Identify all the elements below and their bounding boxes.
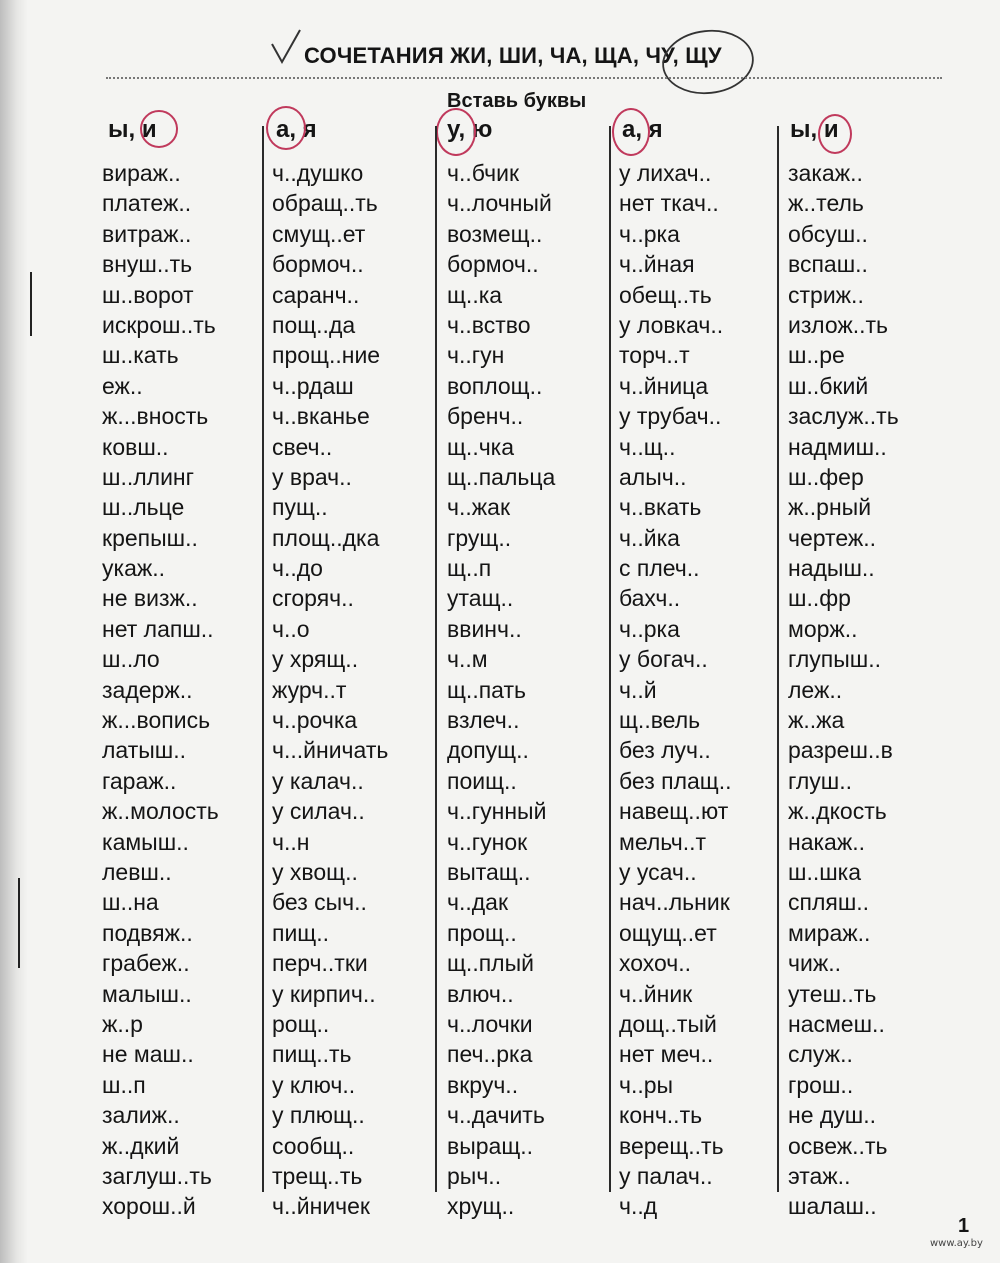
exercise-word: шалаш.. [788, 1193, 877, 1220]
exercise-word: ч..гунок [447, 828, 528, 855]
exercise-word: левш.. [102, 858, 172, 885]
exercise-word: у силач.. [272, 798, 365, 825]
exercise-word: вираж.. [102, 160, 181, 186]
exercise-word: у врач.. [272, 463, 352, 490]
exercise-word: ч..дак [447, 889, 509, 916]
exercise-word: щ..пальца [447, 463, 556, 490]
exercise-word: служ.. [788, 1041, 853, 1068]
exercise-word: без сыч.. [272, 889, 367, 916]
exercise-word: ш..фр [788, 585, 851, 612]
exercise-word: ч..рдаш [272, 372, 354, 399]
exercise-word: крепыш.. [102, 524, 198, 551]
column-header: а, я [276, 116, 317, 143]
exercise-word: у лихач.. [619, 160, 712, 186]
exercise-word: обсуш.. [788, 220, 868, 247]
exercise-word: обещ..ть [619, 281, 712, 308]
exercise-word: прощ.. [447, 919, 517, 946]
exercise-word: ж...вопись [102, 707, 211, 734]
exercise-word: бормоч.. [272, 251, 364, 278]
exercise-word: печ..рка [447, 1041, 533, 1068]
exercise-word: глуш.. [788, 767, 853, 794]
word-column [788, 158, 958, 1222]
exercise-word: ш..шка [788, 858, 862, 885]
exercise-word: ввинч.. [447, 615, 522, 642]
exercise-word: ч..рка [619, 220, 680, 247]
exercise-word: ч..йничек [272, 1193, 370, 1220]
exercise-word: торч..т [619, 342, 690, 369]
exercise-word: ч..йная [619, 251, 695, 278]
exercise-word: смущ..ет [272, 220, 366, 247]
exercise-word: свеч.. [272, 433, 333, 460]
exercise-word: ч..й [619, 676, 657, 703]
exercise-word: заглуш..ть [102, 1162, 212, 1189]
watermark: www.ay.by [930, 1238, 983, 1249]
word-column [272, 158, 442, 1222]
exercise-word: с плеч.. [619, 555, 700, 582]
exercise-word: ч..йка [619, 524, 680, 551]
exercise-word: щ..ка [447, 281, 503, 308]
exercise-word: навещ..ют [619, 798, 729, 825]
exercise-word: внуш..ть [102, 251, 193, 278]
exercise-word: ч..щ.. [619, 433, 676, 460]
exercise-word: ч..гун [447, 342, 505, 369]
exercise-word: обращ..ть [272, 190, 378, 217]
exercise-word: перч..тки [272, 950, 368, 977]
exercise-word: пощ..да [272, 311, 356, 338]
exercise-word: не маш.. [102, 1041, 194, 1068]
exercise-word: мираж.. [788, 919, 871, 946]
exercise-word: ч..йник [619, 980, 693, 1007]
exercise-word: конч..ть [619, 1102, 703, 1129]
exercise-word: витраж.. [102, 220, 192, 247]
exercise-word: ж...вность [102, 403, 209, 430]
exercise-word: у ключ.. [272, 1071, 356, 1098]
exercise-word: ощущ..ет [619, 919, 717, 946]
exercise-word: щ..вель [619, 707, 701, 734]
handwritten-circle-icon [658, 26, 756, 96]
exercise-word: ж..дкий [102, 1132, 180, 1159]
exercise-word: искрош..ть [102, 311, 216, 338]
exercise-word: ковш.. [102, 433, 169, 460]
exercise-word: ш..ллинг [102, 463, 195, 490]
exercise-word: у трубач.. [619, 403, 722, 430]
exercise-word: надмиш.. [788, 433, 887, 460]
exercise-word: насмеш.. [788, 1010, 885, 1037]
exercise-word: выращ.. [447, 1132, 534, 1159]
exercise-word: задерж.. [102, 676, 193, 703]
exercise-word: ч..душко [272, 160, 364, 186]
exercise-word: дощ..тый [619, 1010, 717, 1037]
exercise-word: ч..йница [619, 372, 709, 399]
exercise-word: у богач.. [619, 646, 708, 673]
exercise-word: ж..рный [788, 494, 872, 521]
exercise-word: подвяж.. [102, 919, 193, 946]
exercise-word: ч..рка [619, 615, 680, 642]
exercise-word: пищ..ть [272, 1041, 352, 1068]
exercise-word: платеж.. [102, 190, 192, 217]
exercise-word: верещ..ть [619, 1132, 724, 1159]
exercise-word: чиж.. [788, 950, 841, 977]
exercise-word: ч..ры [619, 1071, 674, 1098]
exercise-word: малыш.. [102, 980, 192, 1007]
exercise-word: утеш..ть [788, 980, 877, 1007]
exercise-word: утащ.. [447, 585, 514, 612]
exercise-word: хрущ.. [447, 1193, 515, 1220]
exercise-word: не душ.. [788, 1102, 877, 1129]
exercise-word: ч..н [272, 828, 310, 855]
exercise-word: накаж.. [788, 828, 866, 855]
exercise-word: глупыш.. [788, 646, 882, 673]
exercise-word: допущ.. [447, 737, 529, 764]
exercise-word: площ..дка [272, 524, 380, 551]
exercise-word: леж.. [788, 676, 843, 703]
exercise-word: щ..пать [447, 676, 526, 703]
word-column [102, 158, 272, 1222]
exercise-word: надыш.. [788, 555, 875, 582]
exercise-word: бахч.. [619, 585, 681, 612]
exercise-word: хорош..й [102, 1193, 196, 1220]
exercise-word: ч..лочки [447, 1010, 533, 1037]
exercise-word: рощ.. [272, 1010, 330, 1037]
exercise-word: ш..ло [102, 646, 160, 673]
exercise-word: чертеж.. [788, 524, 877, 551]
exercise-word: трещ..ть [272, 1162, 363, 1189]
exercise-word: ш..фер [788, 463, 864, 490]
exercise-word: ч..до [272, 555, 323, 582]
exercise-word: укаж.. [102, 555, 166, 582]
exercise-word: ч..бчик [447, 160, 520, 186]
word-column [447, 158, 617, 1222]
exercise-word: воплощ.. [447, 372, 543, 399]
column-header: ы, и [790, 116, 839, 143]
column-header: а, я [622, 116, 663, 143]
margin-pen-mark [18, 878, 20, 968]
exercise-word: стриж.. [788, 281, 864, 308]
exercise-word: латыш.. [102, 737, 187, 764]
exercise-word: влюч.. [447, 980, 514, 1007]
word-column [619, 158, 789, 1222]
exercise-word: прощ..ние [272, 342, 381, 369]
exercise-word: ч...йничать [272, 737, 389, 764]
exercise-word: у калач.. [272, 767, 364, 794]
exercise-word: щ..п [447, 555, 492, 582]
exercise-word: морж.. [788, 615, 858, 642]
exercise-word: ч..вканье [272, 403, 370, 430]
exercise-word: у усач.. [619, 858, 697, 885]
exercise-word: ж..р [102, 1010, 143, 1037]
exercise-word: закаж.. [788, 160, 863, 186]
exercise-word: у палач.. [619, 1162, 713, 1189]
exercise-word: у кирпич.. [272, 980, 376, 1007]
exercise-word: ш..льце [102, 494, 185, 521]
exercise-word: без плащ.. [619, 767, 732, 794]
exercise-word: ч..м [447, 646, 488, 673]
exercise-word: поищ.. [447, 767, 517, 794]
exercise-word: бренч.. [447, 403, 524, 430]
exercise-word: взлеч.. [447, 707, 520, 734]
margin-pen-mark [30, 272, 32, 336]
exercise-word: вспаш.. [788, 251, 868, 278]
exercise-word: без луч.. [619, 737, 711, 764]
exercise-word: вкруч.. [447, 1071, 519, 1098]
exercise-word: ч..д [619, 1193, 658, 1220]
exercise-word: журч..т [272, 676, 347, 703]
exercise-word: ж..тель [788, 190, 864, 217]
exercise-word: еж.. [102, 372, 143, 399]
exercise-word: ч..гунный [447, 798, 547, 825]
page-title: СОЧЕТАНИЯ ЖИ, ШИ, ЧА, ЩА, ЧУ, ЩУ [304, 43, 722, 68]
exercise-word: залиж.. [102, 1102, 180, 1129]
exercise-word: алыч.. [619, 463, 687, 490]
exercise-word: гараж.. [102, 767, 177, 794]
exercise-word: грущ.. [447, 524, 512, 551]
exercise-word: ч..жак [447, 494, 511, 521]
exercise-word: ч..о [272, 615, 310, 642]
exercise-word: заслуж..ть [788, 403, 899, 430]
exercise-word: ч..вкать [619, 494, 702, 521]
exercise-word: ч..дачить [447, 1102, 545, 1129]
exercise-word: у хрящ.. [272, 646, 359, 673]
exercise-word: мельч..т [619, 828, 707, 855]
exercise-word: ш..ворот [102, 281, 194, 308]
exercise-word: освеж..ть [788, 1132, 888, 1159]
exercise-word: ж..молость [102, 798, 219, 825]
exercise-word: рыч.. [447, 1162, 502, 1189]
checkmark-icon [268, 26, 304, 66]
exercise-word: щ..плый [447, 950, 534, 977]
exercise-word: у плющ.. [272, 1102, 365, 1129]
exercise-word: ж..дкость [788, 798, 887, 825]
exercise-word: ч..рочка [272, 707, 358, 734]
exercise-word: ч..вство [447, 311, 531, 338]
exercise-word: вытащ.. [447, 858, 531, 885]
instruction: Вставь буквы [447, 90, 587, 112]
exercise-word: спляш.. [788, 889, 870, 916]
exercise-word: нет ткач.. [619, 190, 719, 217]
page-number: 1 [958, 1215, 970, 1237]
exercise-word: не визж.. [102, 585, 198, 612]
exercise-word: сгоряч.. [272, 585, 354, 612]
exercise-word: сообщ.. [272, 1132, 355, 1159]
exercise-word: ж..жа [788, 707, 845, 734]
exercise-word: ч..лочный [447, 190, 552, 217]
exercise-word: у ловкач.. [619, 311, 724, 338]
exercise-word: у хвощ.. [272, 858, 358, 885]
exercise-word: хохоч.. [619, 950, 692, 977]
exercise-word: ш..на [102, 889, 159, 916]
exercise-word: пищ.. [272, 919, 330, 946]
exercise-word: нет меч.. [619, 1041, 714, 1068]
exercise-word: нач..льник [619, 889, 730, 916]
exercise-word: грош.. [788, 1071, 854, 1098]
exercise-word: этаж.. [788, 1162, 851, 1189]
exercise-word: излож..ть [788, 311, 889, 338]
exercise-word: ш..кать [102, 342, 179, 369]
exercise-word: нет лапш.. [102, 615, 214, 642]
exercise-word: грабеж.. [102, 950, 190, 977]
title-divider [106, 77, 942, 79]
column-header: ы, и [108, 116, 157, 143]
exercise-word: щ..чка [447, 433, 515, 460]
exercise-word: пущ.. [272, 494, 328, 521]
column-header: у, ю [447, 116, 493, 143]
exercise-word: возмещ.. [447, 220, 543, 247]
exercise-word: ш..бкий [788, 372, 869, 399]
exercise-word: ш..п [102, 1071, 146, 1098]
exercise-word: камыш.. [102, 828, 189, 855]
exercise-word: разреш..в [788, 737, 893, 764]
exercise-word: бормоч.. [447, 251, 539, 278]
page-binding-shadow [0, 0, 28, 1263]
exercise-word: ш..ре [788, 342, 845, 369]
exercise-word: саранч.. [272, 281, 360, 308]
